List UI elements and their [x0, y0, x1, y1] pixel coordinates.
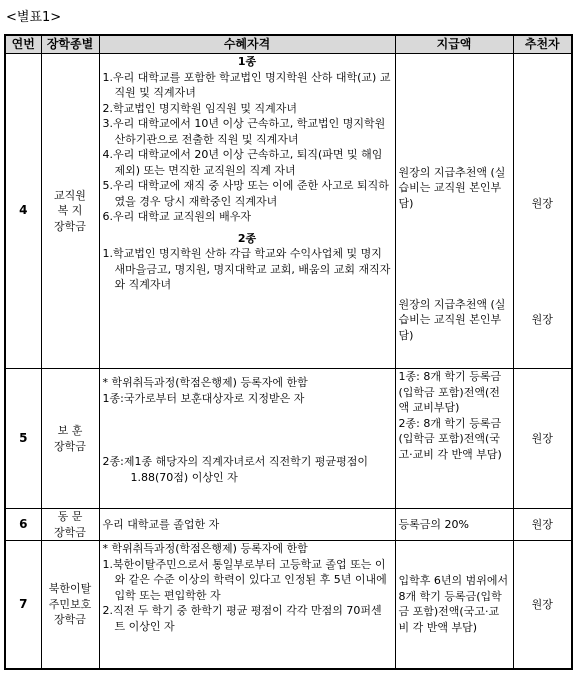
header-recommender: 추천자: [513, 35, 572, 54]
amount-cell: 등록금의 20%: [395, 509, 513, 541]
amount-text: 원장의 지급추천액 (실습비는 교직원 본인부담): [398, 297, 506, 342]
qualification-item: 1.학교법인 명지학원 산하 각급 학교와 수익사업체 및 명지새마을금고, 명지원, 명지대학교 교회, 배움의 교회 재직자와 직계자녀: [102, 247, 391, 291]
scholarship-type: 보 훈 장학금: [41, 369, 99, 509]
amount-cell: [395, 369, 513, 509]
qualification-item: 5.우리 대학교에 재직 중 사망 또는 이에 준한 사고로 퇴직하였을 경우 당시 재학중인 직계자녀: [102, 179, 389, 208]
grade-label: 1종: [237, 55, 257, 68]
qualification-cell: 우리 대학교를 졸업한 자: [99, 509, 395, 541]
qualification-item: 6.우리 대학교 교직원의 배우자: [102, 210, 251, 223]
qualification-item: 2종:제1종 해당자의 직계자녀로서 직전학기 평균평점이 1.88(70점) 이상인 자: [102, 455, 368, 484]
amount-text: 원장의 지급추천액 (실습비는 교직원 본인부담): [398, 165, 506, 210]
qualification-note: * 학위취득과정(학점은행제) 등록자에 한함: [102, 542, 308, 555]
qualification-item: 4.우리 대학교에서 20년 이상 근속하고, 퇴직(파면 및 해임 제외) 또는 면직한 교직원의 직계 자녀: [102, 148, 383, 177]
header-row: [5, 35, 572, 54]
header-amount: 지급액: [395, 35, 513, 54]
header-no: 연번: [5, 35, 41, 54]
amount-cell: 입학후 6년의 범위에서 8개 학기 등록금(입학금 포함)전액(국고·교비 각 반액 부담): [395, 541, 513, 669]
header-type: 장학종별: [41, 35, 99, 54]
grade-label: 2종: [237, 231, 257, 245]
header-qualification: 수혜자격: [99, 35, 395, 54]
scholarship-type: 북한이탈 주민보호 장학금: [41, 541, 99, 669]
recommender-text: 원장: [531, 313, 553, 327]
row-number: 6: [5, 509, 41, 541]
table-row: [5, 369, 572, 509]
scholarship-type: 동 문 장학금: [41, 509, 99, 541]
qualification-item: 3.우리 대학교에서 10년 이상 근속하고, 학교법인 명지학원 산하기관으로 전출한 직원 및 직계자녀: [102, 117, 386, 146]
scholarship-table: [4, 34, 573, 670]
table-row: [5, 509, 572, 541]
amount-text: 1종: 8개 학기 등록금(입학금 포함)전액(전액 교비부담): [398, 370, 502, 414]
qualification-cell: [99, 541, 395, 669]
amount-cell: [395, 54, 513, 369]
qualification-item: 1.북한이탈주민으로서 통일부로부터 고등학교 졸업 또는 이와 같은 수준 이상의 학력이 있다고 인정된 후 5년 이내에 입학 또는 편입학한 자: [102, 557, 387, 602]
qualification-item: 2.학교법인 명지학원 임직원 및 직계자녀: [102, 101, 297, 115]
qualification-item: 1종:국가로부터 보훈대상자로 지정받은 자: [102, 391, 305, 405]
row-number: 4: [5, 54, 41, 369]
recommender-cell: 원장: [513, 369, 572, 509]
row-number: 5: [5, 369, 41, 509]
qualification-cell: [99, 54, 395, 369]
qualification-item: 1.우리 대학교를 포함한 학교법인 명지학원 산하 대학(교) 교직원 및 직계자녀: [102, 70, 391, 99]
qualification-note: * 학위취득과정(학점은행제) 등록자에 한함: [102, 376, 308, 389]
table-caption: <별표1>: [6, 10, 62, 25]
recommender-text: 원장: [531, 196, 553, 210]
row-number: 7: [5, 541, 41, 669]
scholarship-type: 교직원 복 지 장학금: [41, 54, 99, 369]
qualification-item: 2.직전 두 학기 중 한학기 평균 평점이 각각 만점의 70퍼센트 이상인 자: [102, 604, 382, 633]
recommender-cell: [513, 54, 572, 369]
table-row: [5, 541, 572, 669]
qualification-cell: [99, 369, 395, 509]
table-row: [5, 54, 572, 369]
recommender-cell: 원장: [513, 541, 572, 669]
recommender-cell: 원장: [513, 509, 572, 541]
amount-text: 2종: 8개 학기 등록금(입학금 포함)전액(국고·교비 각 반액 부담): [398, 416, 502, 461]
